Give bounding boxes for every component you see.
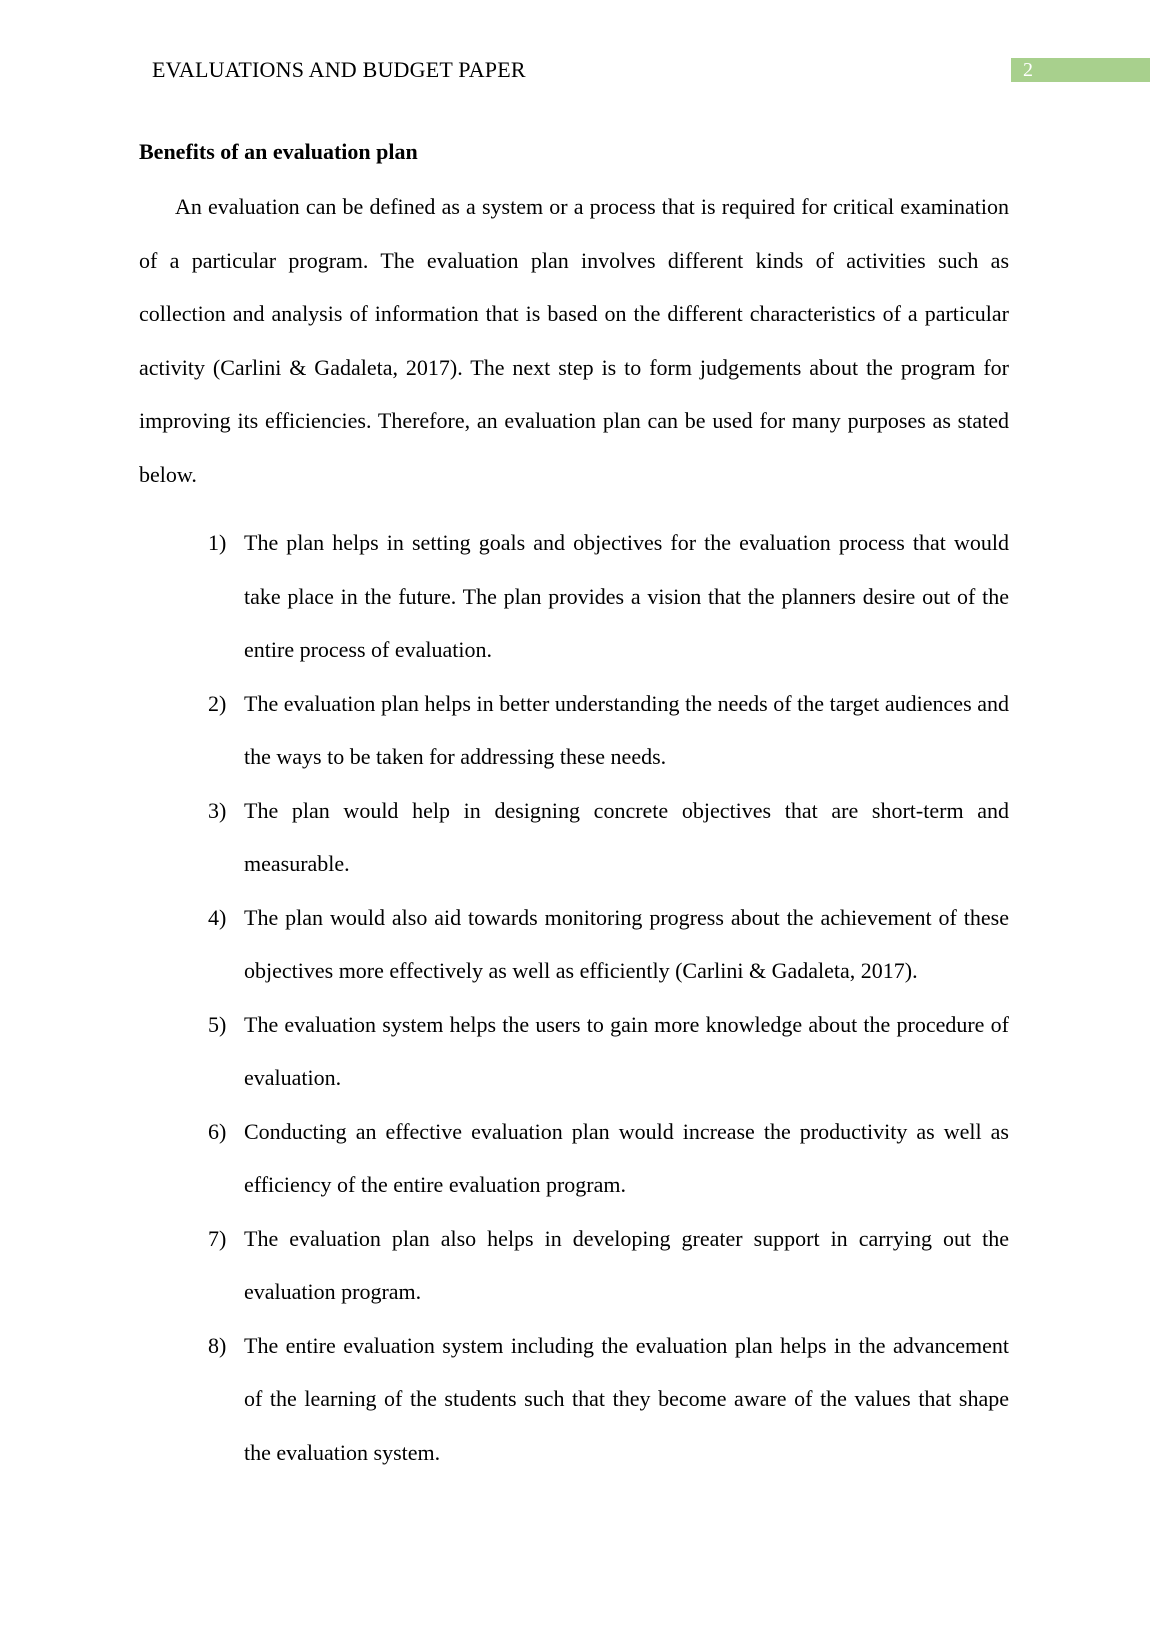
intro-paragraph: An evaluation can be defined as a system or a process that is required for critical examination of a particular program. The evaluation plan involves different kinds of activities such as collection and analysis of information that is based on the different characteristics of a particular activity (Carlini & Gadaleta, 2017). The next step is to form judgements about the program for improving its efficiencies. Therefore, an evaluation plan can be used for many purposes as stated below.: [139, 194, 1009, 487]
list-item: [139, 1319, 1009, 1480]
list-item-text: Conducting an effective evaluation plan would increase the productivity as well as efficiency of the entire evaluation program.: [244, 1118, 1009, 1197]
page-number: 2: [1011, 58, 1150, 82]
list-item-number: 1): [208, 530, 227, 555]
list-item-text: The evaluation system helps the users to gain more knowledge about the procedure of evaluation.: [244, 1011, 1009, 1090]
list-item-number: 8): [208, 1332, 227, 1358]
section-heading: Benefits of an evaluation plan: [139, 139, 418, 164]
list-item-text: The plan would help in designing concrete objectives that are short-term and measurable.: [244, 797, 1009, 876]
list-item-text: The plan would also aid towards monitoring progress about the achievement of these objectives more effectively as well as efficiently (Carlini & Gadaleta, 2017).: [244, 904, 1009, 983]
list-item-text: The evaluation plan also helps in developing greater support in carrying out the evaluation program.: [244, 1225, 1009, 1304]
list-item-number: 3): [208, 797, 227, 823]
list-item-number: 7): [208, 1225, 227, 1251]
list-item-number: 6): [208, 1118, 227, 1144]
list-item: [139, 1105, 1009, 1212]
list-item: [139, 1212, 1009, 1319]
list-item-text: The entire evaluation system including the evaluation plan helps in the advancement of the learning of the students such that they become aware of the values that shape the evaluation system.: [244, 1332, 1009, 1465]
list-item-number: 5): [208, 1011, 227, 1037]
list-item: [139, 998, 1009, 1105]
running-header-title: EVALUATIONS AND BUDGET PAPER: [152, 57, 526, 82]
list-item: [139, 516, 1009, 677]
list-item-number: 2): [208, 690, 227, 716]
list-item-text: The plan helps in setting goals and objectives for the evaluation process that would take place in the future. The plan provides a vision that the planners desire out of the entire process of evaluation.: [244, 530, 1009, 662]
list-item: [139, 677, 1009, 784]
benefits-list: [139, 516, 1009, 1479]
list-item-text: The evaluation plan helps in better understanding the needs of the target audiences and the ways to be taken for addressing these needs.: [244, 690, 1009, 769]
list-item: [139, 784, 1009, 891]
list-item: [139, 891, 1009, 998]
list-item-number: 4): [208, 904, 227, 930]
